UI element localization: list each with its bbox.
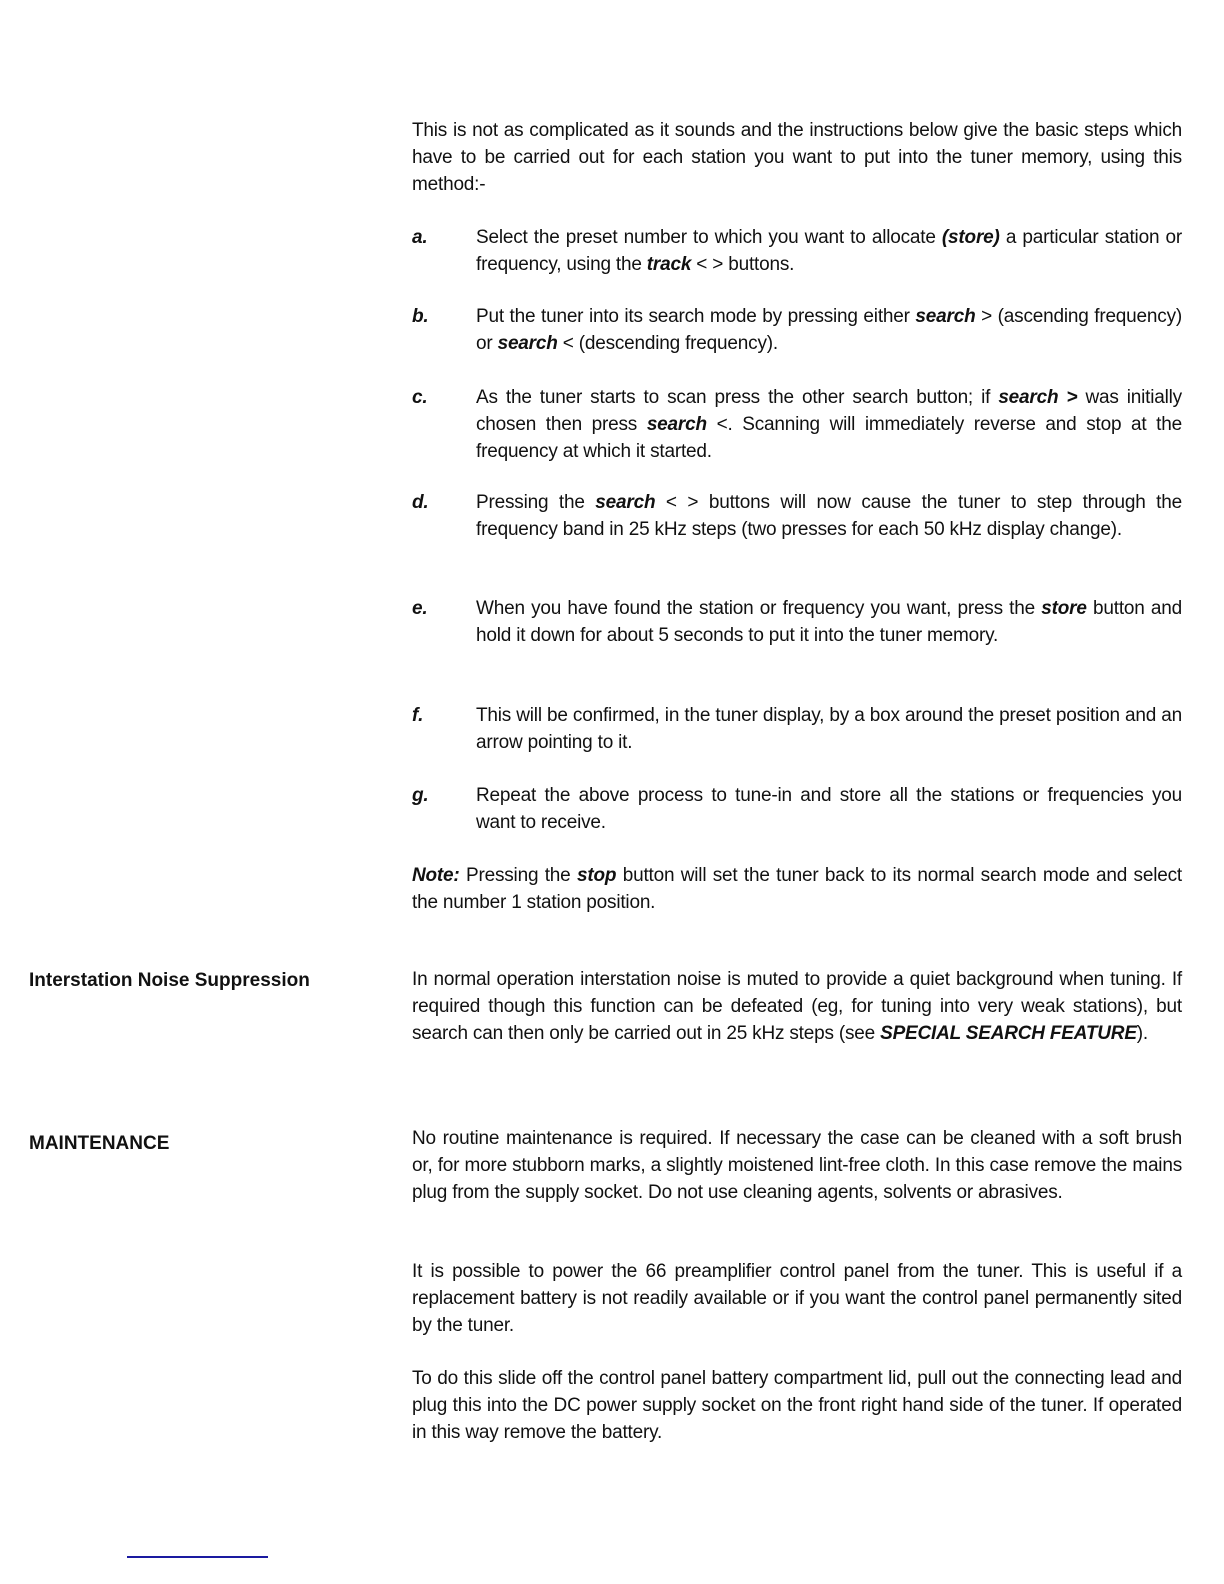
step-letter: c. (412, 387, 428, 408)
text-run: > (ascending frequency) or (476, 306, 1183, 354)
step-text (476, 489, 1182, 543)
text-run: It is possible to power the 66 preamplifier control panel from the tuner. This is useful if a replacement battery is not readily available or if you want the control panel permanently sited by the tuner. (412, 1261, 1182, 1336)
step-letter: e. (412, 598, 428, 619)
step-letter: d. (412, 492, 429, 513)
text-run: This is not as complicated as it sounds and the instructions below give the basic steps which have to be carried out for each station you want to put into the tuner memory, using this method:- (412, 120, 1182, 195)
note-paragraph (412, 862, 1182, 916)
maintenance-paragraph-3 (412, 1365, 1182, 1446)
text-run: button and hold it down for about 5 seconds to put it into the tuner memory. (476, 598, 1182, 646)
text-run: Repeat the above process to tune-in and store all the stations or frequencies you want to receive. (476, 785, 1182, 833)
text-run: Pressing the (476, 492, 596, 513)
text-run: <. Scanning will immediately reverse and stop at the frequency at which it started. (476, 414, 1182, 462)
text-run: No routine maintenance is required. If necessary the case can be cleaned with a soft brush or, for more stubborn marks, a slightly moistened lint-free cloth. In this case remove the mains plug from the supply socket. Do not use cleaning agents, solvents or abrasives. (412, 1128, 1182, 1203)
text-run: When you have found the station or frequency you want, press the (476, 598, 1042, 619)
interstation-paragraph (412, 966, 1182, 1047)
step-text (476, 595, 1182, 649)
emphasis-text: search (646, 414, 707, 435)
text-run: To do this slide off the control panel battery compartment lid, pull out the connecting lead and plug this into the DC power supply socket on the front right hand side of the tuner. If operated in this way remove the battery. (412, 1368, 1182, 1443)
text-run: < > buttons will now cause the tuner to step through the frequency band in 25 kHz steps (two presses for each 50 kHz display change). (476, 492, 1182, 540)
text-run: This will be confirmed, in the tuner display, by a box around the preset position and an arrow pointing to it. (476, 705, 1182, 753)
step-letter: b. (412, 306, 429, 327)
step-item (412, 595, 1182, 649)
emphasis-text: track (646, 254, 692, 275)
text-run: Pressing the (459, 865, 577, 886)
emphasis-text: store (1041, 598, 1087, 619)
emphasis-text: SPECIAL SEARCH FEATURE (880, 1023, 1137, 1044)
maintenance-paragraph-2 (412, 1258, 1182, 1339)
footnote-rule (127, 1556, 268, 1558)
text-run: As the tuner starts to scan press the other search button; if (476, 387, 999, 408)
step-text (476, 782, 1182, 836)
section-heading-interstation: Interstation Noise Suppression (29, 970, 310, 991)
step-text (476, 224, 1182, 278)
section-heading-maintenance: MAINTENANCE (29, 1133, 170, 1154)
emphasis-text: (store) (941, 227, 1000, 248)
text-run: Select the preset number to which you want to allocate (476, 227, 942, 248)
step-item (412, 782, 1182, 836)
intro-paragraph (412, 117, 1182, 198)
emphasis-text: search (595, 492, 656, 513)
text-run: button will set the tuner back to its normal search mode and select the number 1 station position. (412, 865, 1182, 913)
text-run: In normal operation interstation noise is muted to provide a quiet background when tuning. If required though this function can be defeated (eg, for tuning into very weak stations), but search can then only be carried out in 25 kHz steps (see (412, 969, 1182, 1044)
text-run: Put the tuner into its search mode by pressing either (476, 306, 916, 327)
text-run: was initially chosen then press (476, 387, 1182, 435)
maintenance-paragraph-1 (412, 1125, 1182, 1206)
step-text (476, 303, 1182, 357)
text-run: < (descending frequency). (557, 333, 778, 354)
step-text (476, 702, 1182, 756)
step-text (476, 384, 1182, 465)
emphasis-text: Note: (412, 865, 460, 886)
step-item (412, 489, 1182, 543)
text-run: a particular station or frequency, using the (476, 227, 1182, 275)
step-item (412, 702, 1182, 756)
emphasis-text: search (497, 333, 558, 354)
text-run: ). (1136, 1023, 1149, 1044)
text-run: < > buttons. (691, 254, 795, 275)
emphasis-text: search (915, 306, 976, 327)
step-letter: f. (412, 705, 424, 726)
step-item (412, 224, 1182, 278)
step-item (412, 384, 1182, 465)
step-letter: g. (412, 785, 429, 806)
emphasis-text: search > (998, 387, 1078, 408)
emphasis-text: stop (576, 865, 617, 886)
step-item (412, 303, 1182, 357)
step-letter: a. (412, 227, 428, 248)
